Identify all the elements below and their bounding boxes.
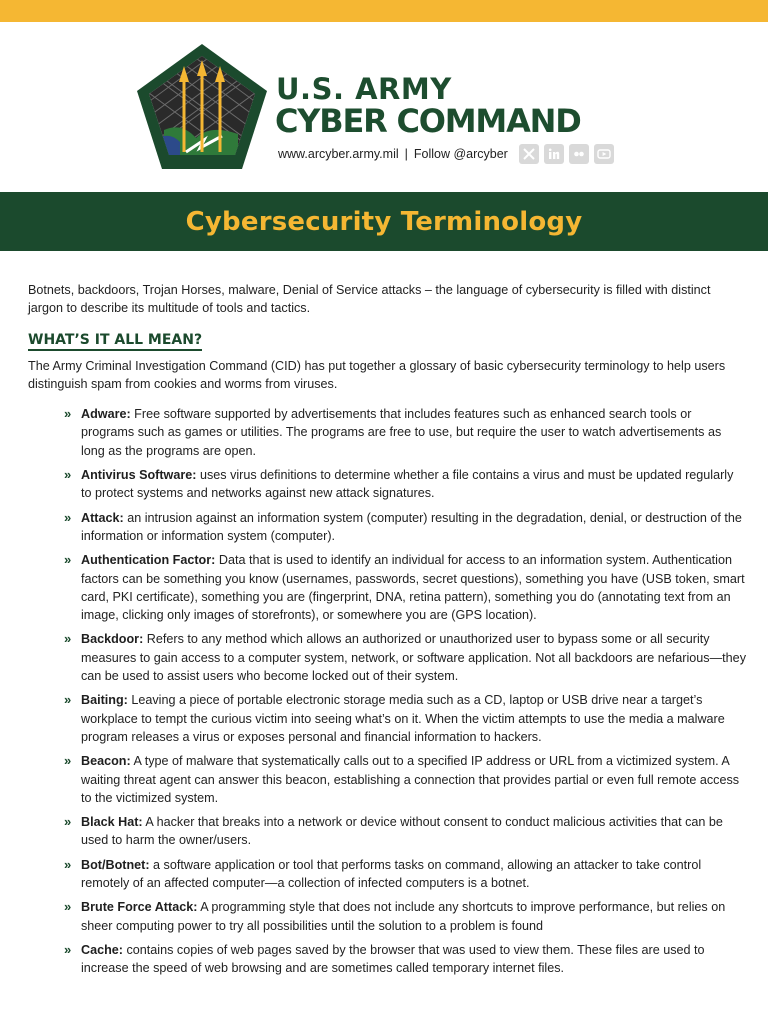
x-icon[interactable] (519, 144, 539, 164)
section-heading: WHAT’S IT ALL MEAN? (28, 332, 202, 351)
linkedin-icon[interactable] (544, 144, 564, 164)
main-content (28, 281, 746, 984)
follow-link[interactable]: Follow @arcyber (413, 147, 508, 161)
term-definition: Leaving a piece of portable electronic storage media such as a CD, laptop or USB drive near a target’s workplace to tempt the curious victim into seeing what’s on it. When the victim attempts to use the media a malware program releases a virus or exposes personal and financial information to hackers. (81, 693, 725, 744)
bullet-icon: » (64, 406, 72, 422)
bullet-icon: » (64, 856, 72, 872)
bullet-icon: » (64, 552, 72, 568)
term-name: Attack: (81, 510, 124, 525)
intro-paragraph: Botnets, backdoors, Trojan Horses, malware, Denial of Service attacks – the language of cybersecurity is filled with distinct jargon to describe its multitude of tools and tactics. (28, 283, 711, 316)
website-link[interactable]: www.arcyber.army.mil (278, 147, 399, 161)
bullet-icon: » (64, 631, 72, 647)
term-name: Cache: (81, 942, 123, 957)
term-name: Backdoor: (81, 632, 144, 647)
term-item-black-hat (28, 813, 746, 850)
term-definition: Refers to any method which allows an authorized or unauthorized user to bypass some or all security measures to gain access to a computer system, network, or software application. Not all backdoors are nefarious—they can be used to assist users who become locked out of their system. (81, 632, 746, 684)
term-definition: A programming style that does not include any shortcuts to improve performance, but relies on sheer computing power to try all possibilities until the solution to a problem is found (81, 900, 726, 933)
term-name: Brute Force Attack: (81, 900, 198, 915)
youtube-icon[interactable] (594, 144, 614, 164)
flickr-icon[interactable] (569, 144, 589, 164)
section-paragraph: The Army Criminal Investigation Command (CID) has put together a glossary of basic cybersecurity terminology to help users distinguish spam from cookies and worms from viruses. (28, 358, 726, 391)
term-name: Bot/Botnet: (81, 857, 150, 872)
header (0, 22, 768, 192)
contact-row (278, 142, 614, 166)
term-name: Adware: (81, 407, 131, 422)
term-name: Beacon: (81, 754, 131, 769)
social-icons (514, 144, 614, 164)
term-definition: uses virus definitions to determine whether a file contains a virus and must be updated regularly to protect systems and networks against new attack signatures. (81, 468, 734, 501)
bullet-icon: » (64, 899, 72, 915)
brand-line-cyber-command: CYBER COMMAND (275, 102, 581, 140)
term-name: Baiting: (81, 693, 128, 708)
bullet-icon: » (64, 509, 72, 525)
term-name: Black Hat: (81, 815, 143, 830)
term-definition: an intrusion against an information system (computer) resulting in the degradation, denial, or destruction of the information or information system (computer). (81, 510, 742, 543)
top-accent-bar (0, 0, 768, 22)
bullet-icon: » (64, 467, 72, 483)
term-item-bot-botnet (28, 856, 746, 893)
term-item-cache (28, 941, 746, 978)
term-item-backdoor (28, 630, 746, 685)
term-definition: a software application or tool that performs tasks on command, allowing an attacker to take control remotely of an affected computer—a collection of infected computers is a botnet. (81, 857, 702, 891)
cyber-command-emblem-icon (134, 42, 270, 178)
brand-line-army: U.S. ARMY (276, 72, 452, 106)
term-item-attack (28, 509, 746, 546)
terms-list (28, 405, 746, 977)
term-name: Authentication Factor: (81, 553, 216, 568)
bullet-icon: » (64, 941, 72, 957)
bullet-icon: » (64, 753, 72, 769)
bullet-icon: » (64, 814, 72, 830)
contact-separator: | (404, 147, 408, 161)
title-band (0, 192, 768, 251)
term-definition: A type of malware that systematically calls out to a specified IP address or URL from a victimized system. A waiting threat agent can answer this beacon, establishing a connection that provides partial or even full remote access to the victimized system. (81, 754, 740, 805)
term-name: Antivirus Software: (81, 468, 197, 483)
term-item-brute-force-attack (28, 898, 746, 935)
bullet-icon: » (64, 692, 72, 708)
page-title: Cybersecurity Terminology (185, 206, 583, 237)
term-definition: contains copies of web pages saved by the browser that was used to view them. These files are used to increase the speed of web browsing and are sometimes called temporary internet files. (81, 942, 705, 976)
term-item-baiting (28, 691, 746, 746)
term-item-beacon (28, 752, 746, 807)
term-item-antivirus-software (28, 466, 746, 503)
term-item-adware (28, 405, 746, 460)
term-definition: Data that is used to identify an individual for access to an information system. Authentication factors can be something you know (usernames, passwords, secret questions), something you have (USB token, smart card, PKI certificate), something you are (fingerprint, DNA, retina pattern), something you do (annotating text from an image, clicking only images of storefronts), or somewhere you are (GPS location). (81, 553, 745, 623)
term-item-authentication-factor (28, 551, 746, 624)
term-definition: A hacker that breaks into a network or device without consent to conduct malicious activities that can be used to harm the owner/users. (81, 815, 723, 848)
term-definition: Free software supported by advertisements that includes features such as enhanced search tools or programs such as games or utilities. The programs are free to use, but require the user to watch advertisements as long as the programs are open. (81, 407, 722, 458)
